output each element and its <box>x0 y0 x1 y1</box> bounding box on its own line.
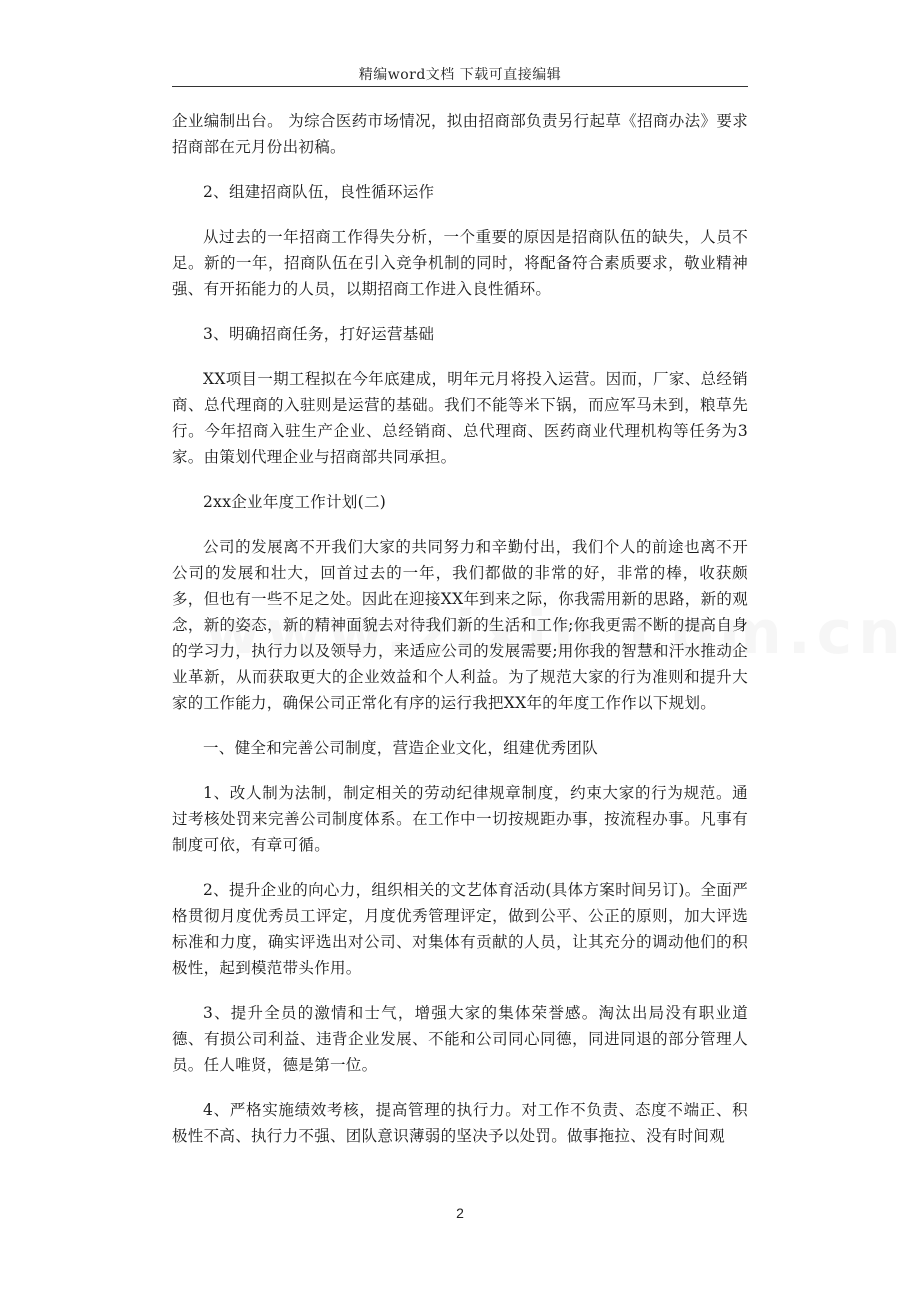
list-item-2: 2、提升企业的向心力，组织相关的文艺体育活动(具体方案时间另订)。全面严格贯彻月度优秀员工评定，月度优秀管理评定，做到公平、公正的原则，加大评选标准和力度，确实评选出对公司、对集体有贡献的人员，让其充分的调动他们的积极性，起到模范带头作用。 <box>172 881 748 977</box>
page-number: 2 <box>456 1205 464 1221</box>
section-heading-company-system: 一、健全和完善公司制度，营造企业文化，组建优秀团队 <box>203 739 599 757</box>
list-item-4: 4、严格实施绩效考核，提高管理的执行力。对工作不负责、态度不端正、积极性不高、执行力不强、团队意识薄弱的坚决予以处罚。做事拖拉、没有时间观 <box>172 1101 748 1145</box>
section-heading-recruit-tasks: 3、明确招商任务，打好运营基础 <box>203 325 435 343</box>
plan-title: 2xx企业年度工作计划(二) <box>203 493 387 511</box>
paragraph-continuation: 企业编制出台。 为综合医药市场情况，拟由招商部负责另行起草《招商办法》要求招商部在元月份出初稿。 <box>172 112 748 156</box>
paragraph-recruit-tasks: XX项目一期工程拟在今年底建成，明年元月将投入运营。因而，厂家、总经销商、总代理商的入驻则是运营的基础。我们不能等米下锅，而应军马未到，粮草先行。今年招商入驻生产企业、总经销商、总代理商、医药商业代理机构等任务为3家。由策划代理企业与招商部共同承担。 <box>172 370 748 466</box>
list-item-3: 3、提升全员的激情和士气，增强大家的集体荣誉感。淘汰出局没有职业道德、有损公司利益、违背企业发展、不能和公司同心同德，同进同退的部分管理人员。任人唯贤，德是第一位。 <box>172 1004 748 1074</box>
section-heading-recruit-team: 2、组建招商队伍，良性循环运作 <box>203 183 435 201</box>
header-divider <box>172 86 748 87</box>
list-item-1: 1、改人制为法制，制定相关的劳动纪律规章制度，约束大家的行为规范。通过考核处罚来完善公司制度体系。在工作中一切按规距办事，按流程办事。凡事有制度可依，有章可循。 <box>172 784 748 854</box>
document-body <box>172 108 748 1149</box>
paragraph-plan-intro: 公司的发展离不开我们大家的共同努力和辛勤付出，我们个人的前途也离不开公司的发展和壮大，回首过去的一年，我们都做的非常的好，非常的棒，收获颇多，但也有一些不足之处。因此在迎接XX年到来之际，你我需用新的思路，新的观念，新的姿态，新的精神面貌去对待我们新的生活和工作;你我更需不断的提高自身的学习力，执行力以及领导力，来适应公司的发展需要;用你我的智慧和汗水推动企业革新，从而获取更大的企业效益和个人利益。为了规范大家的行为准则和提升大家的工作能力，确保公司正常化有序的运行我把XX年的年度工作作以下规划。 <box>172 538 748 712</box>
page-header-title: 精编word文档 下载可直接编辑 <box>358 67 562 83</box>
paragraph-recruit-team: 从过去的一年招商工作得失分析，一个重要的原因是招商队伍的缺失，人员不足。新的一年，招商队伍在引入竞争机制的同时，将配备符合素质要求，敬业精神强、有开拓能力的人员，以期招商工作进入良性循环。 <box>172 228 748 298</box>
